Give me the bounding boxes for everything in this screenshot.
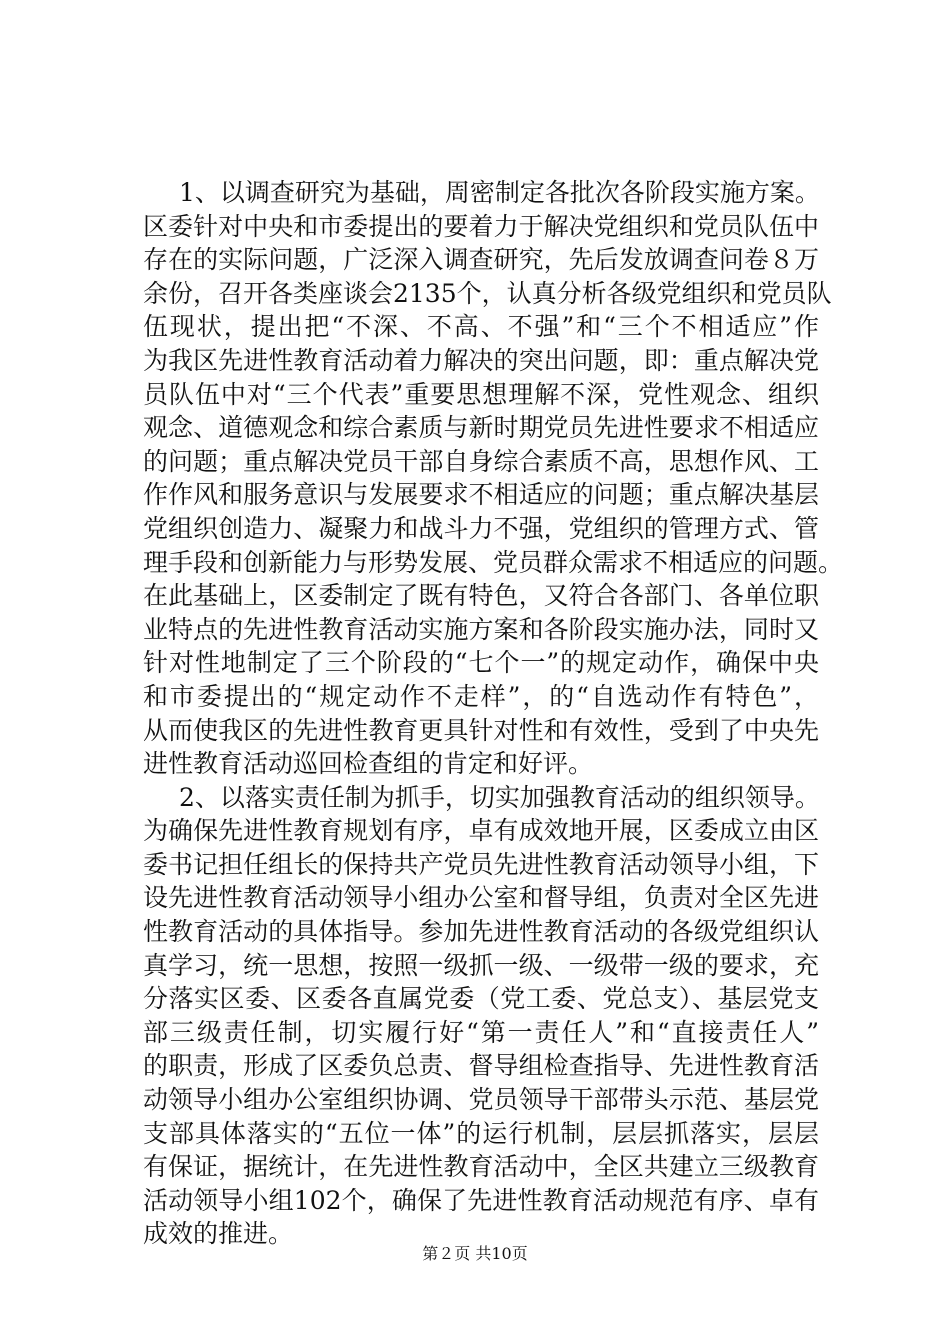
text-line: 委书记担任组长的保持共产党员先进性教育活动领导小组，下 — [143, 849, 819, 879]
text-line: 作作风和服务意识与发展要求不相适应的问题；重点解决基层 — [143, 480, 819, 510]
text-line: 存在的实际问题，广泛深入调查研究，先后发放调查问卷８万 — [143, 245, 819, 275]
text-line: 设先进性教育活动领导小组办公室和督导组，负责对全区先进 — [143, 883, 819, 913]
text-line: 的职责，形成了区委负总责、督导组检查指导、先进性教育活 — [143, 1051, 819, 1081]
paragraph-1 — [143, 176, 844, 781]
text-line: 有保证，据统计，在先进性教育活动中，全区共建立三级教育 — [143, 1152, 819, 1182]
text-line: 的问题；重点解决党员干部自身综合素质不高，思想作风、工 — [143, 446, 819, 476]
text-line: 性教育活动的具体指导。参加先进性教育活动的各级党组织认 — [143, 917, 819, 947]
text-line: 动领导小组办公室组织协调、党员领导干部带头示范、基层党 — [143, 1085, 819, 1115]
text-line: 和市委提出的“规定动作不走样”，的“自选动作有特色”， — [143, 681, 819, 711]
text-line: 成效的推进。 — [143, 1219, 294, 1249]
text-line: 支部具体落实的“五位一体”的运行机制，层层抓落实，层层 — [143, 1118, 819, 1148]
text-line: 1、以调查研究为基础，周密制定各批次各阶段实施方案。 — [179, 178, 820, 207]
text-line: 活动领导小组102个，确保了先进性教育活动规范有序、卓有 — [143, 1185, 819, 1215]
text-line: 2、以落实责任制为抓手，切实加强教育活动的组织领导。 — [179, 782, 820, 812]
text-line: 业特点的先进性教育活动实施方案和各阶段实施办法，同时又 — [143, 614, 819, 644]
text-line: 从而使我区的先进性教育更具针对性和有效性，受到了中央先 — [143, 715, 819, 745]
text-line: 伍现状，提出把“不深、不高、不强”和“三个不相适应”作 — [143, 312, 819, 342]
document-body — [143, 176, 844, 1251]
text-line: 分落实区委、区委各直属党委（党工委、党总支）、基层党支 — [143, 984, 819, 1014]
text-line: 党组织创造力、凝聚力和战斗力不强，党组织的管理方式、管 — [143, 513, 819, 543]
text-line: 进性教育活动巡回检查组的肯定和好评。 — [143, 749, 594, 779]
text-line: 观念、道德观念和综合素质与新时期党员先进性要求不相适应 — [143, 413, 819, 443]
text-line: 部三级责任制，切实履行好“第一责任人”和“直接责任人” — [143, 1017, 819, 1047]
text-line: 针对性地制定了三个阶段的“七个一”的规定动作，确保中央 — [143, 648, 819, 678]
text-line: 为我区先进性教育活动着力解决的突出问题，即：重点解决党 — [143, 345, 819, 375]
text-line: 余份，召开各类座谈会2135个，认真分析各级党组织和党员队 — [143, 278, 832, 308]
text-line: 区委针对中央和市委提出的要着力于解决党组织和党员队伍中 — [143, 211, 819, 241]
paragraph-2 — [143, 781, 819, 1251]
text-line: 理手段和创新能力与形势发展、党员群众需求不相适应的问题。 — [143, 547, 844, 577]
text-line: 在此基础上，区委制定了既有特色，又符合各部门、各单位职 — [143, 581, 819, 611]
text-line: 员队伍中对“三个代表”重要思想理解不深，党性观念、组织 — [143, 379, 819, 409]
page-footer: 第２页 共10页 — [422, 1244, 528, 1263]
text-line: 为确保先进性教育规划有序，卓有成效地开展，区委成立由区 — [143, 816, 819, 846]
text-line: 真学习，统一思想，按照一级抓一级、一级带一级的要求，充 — [143, 950, 819, 980]
